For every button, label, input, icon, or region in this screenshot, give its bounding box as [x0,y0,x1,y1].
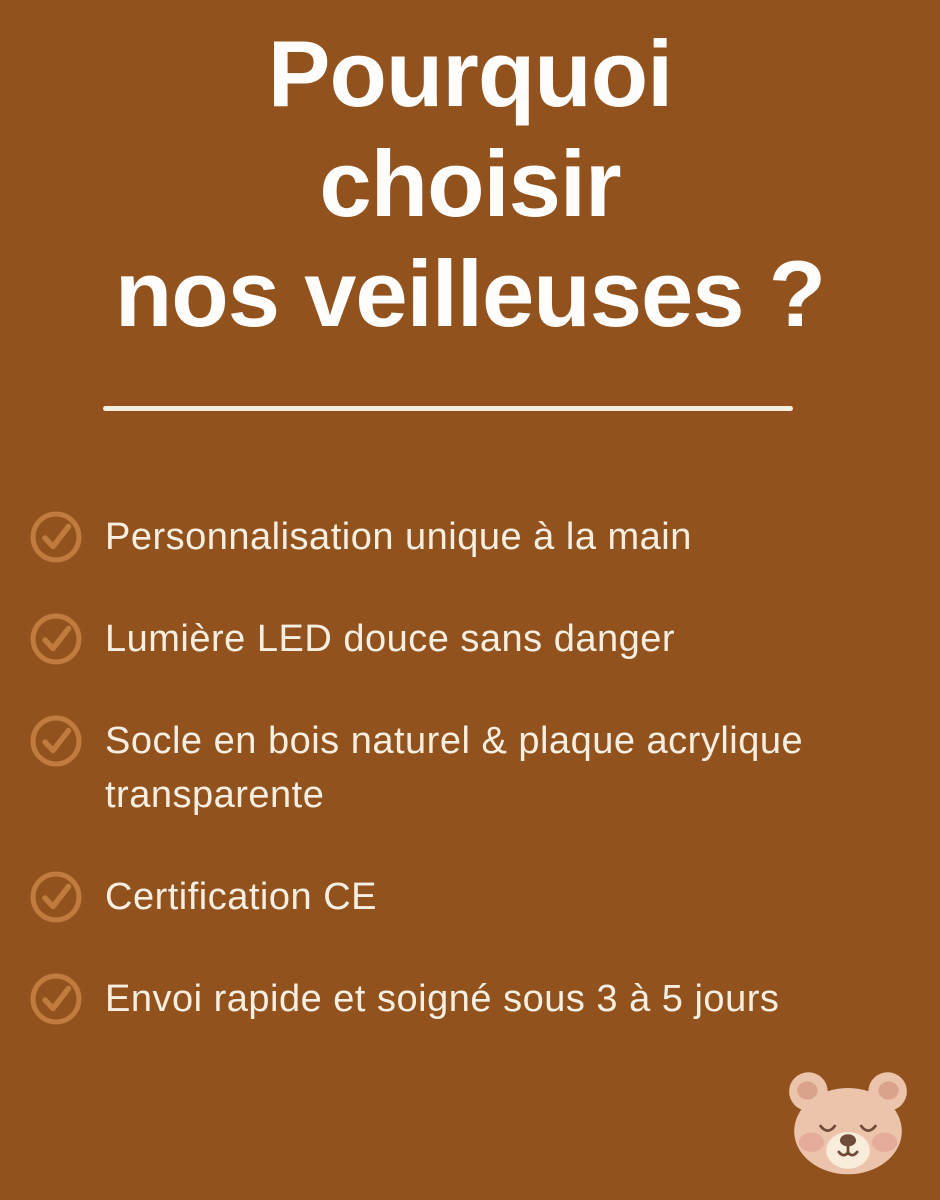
check-circle-icon [30,973,82,1025]
benefit-text: Certification CE [105,876,377,918]
list-item [30,714,840,822]
check-circle-icon [30,715,82,767]
benefits-list [30,510,840,1026]
list-item [30,510,840,564]
page-title [0,19,940,349]
benefit-text: Personnalisation unique à la main [105,516,692,558]
benefit-text: Lumière LED douce sans danger [105,618,676,660]
list-item [30,972,840,1026]
title-line-3: nos veilleuses ? [114,241,826,346]
title-line-1: Pourquoi [267,21,673,126]
list-item [30,612,840,666]
title-line-2: choisir [319,131,621,236]
benefit-text: Envoi rapide et soigné sous 3 à 5 jours [105,978,780,1020]
title-underline [103,406,793,411]
list-item [30,870,840,924]
check-circle-icon [30,613,82,665]
sleeping-bear-icon [782,1066,914,1176]
check-circle-icon [30,871,82,923]
benefit-text: Socle en bois naturel & plaque acrylique transparente [105,720,804,816]
check-circle-icon [30,511,82,563]
